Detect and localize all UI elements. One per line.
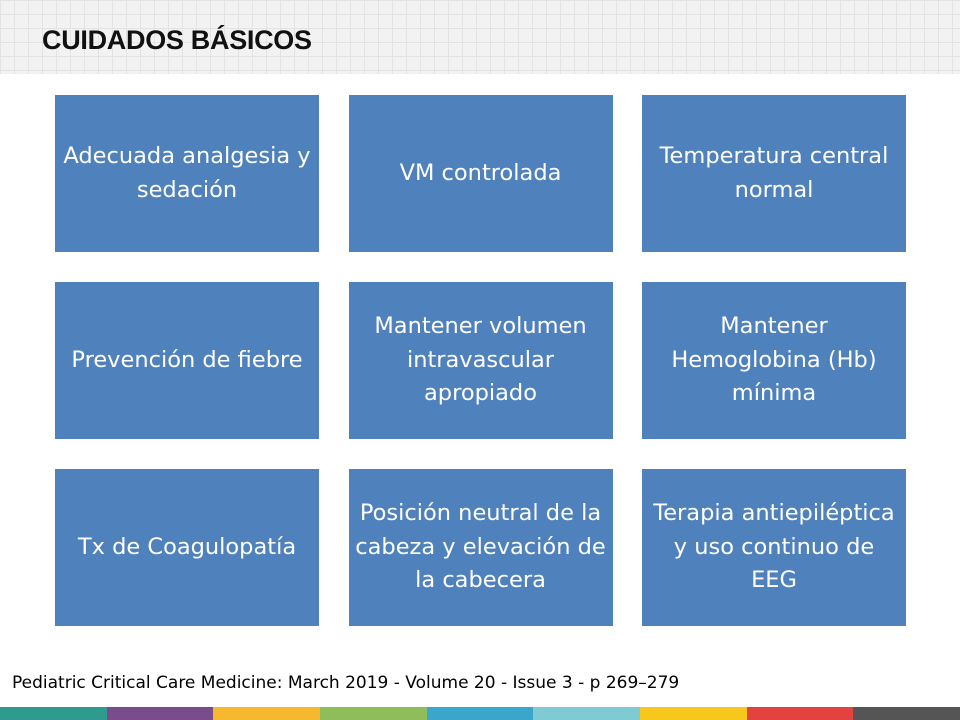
- footer-stripe: [640, 707, 747, 720]
- footer-stripe: [0, 707, 107, 720]
- footer-stripe: [533, 707, 640, 720]
- footer-color-bar: [0, 707, 960, 720]
- tile-hemoglobin: Mantener Hemoglobina (Hb) mínima: [642, 282, 906, 439]
- tile-intravascular-volume: Mantener volumen intravascular apropiado: [349, 282, 613, 439]
- slide-title: CUIDADOS BÁSICOS: [42, 25, 312, 55]
- tile-analgesia: Adecuada analgesia y sedación: [55, 95, 319, 252]
- title-bar: [0, 0, 960, 74]
- footer-stripe: [747, 707, 854, 720]
- tile-fever-prevention: Prevención de fiebre: [55, 282, 319, 439]
- footer-stripe: [853, 707, 960, 720]
- tile-antiepileptic: Terapia antiepiléptica y uso continuo de EEG: [642, 469, 906, 626]
- footer-stripe: [107, 707, 214, 720]
- footer-stripe: [320, 707, 427, 720]
- tile-head-position: Posición neutral de la cabeza y elevación de la cabecera: [349, 469, 613, 626]
- tile-coagulopathy: Tx de Coagulopatía: [55, 469, 319, 626]
- footer-stripe: [427, 707, 534, 720]
- tile-ventilation: VM controlada: [349, 95, 613, 252]
- tile-temperature: Temperatura central normal: [642, 95, 906, 252]
- footer-stripe: [213, 707, 320, 720]
- care-grid: [55, 95, 906, 626]
- citation: Pediatric Critical Care Medicine: March 2019 - Volume 20 - Issue 3 - p 269–279: [12, 673, 680, 693]
